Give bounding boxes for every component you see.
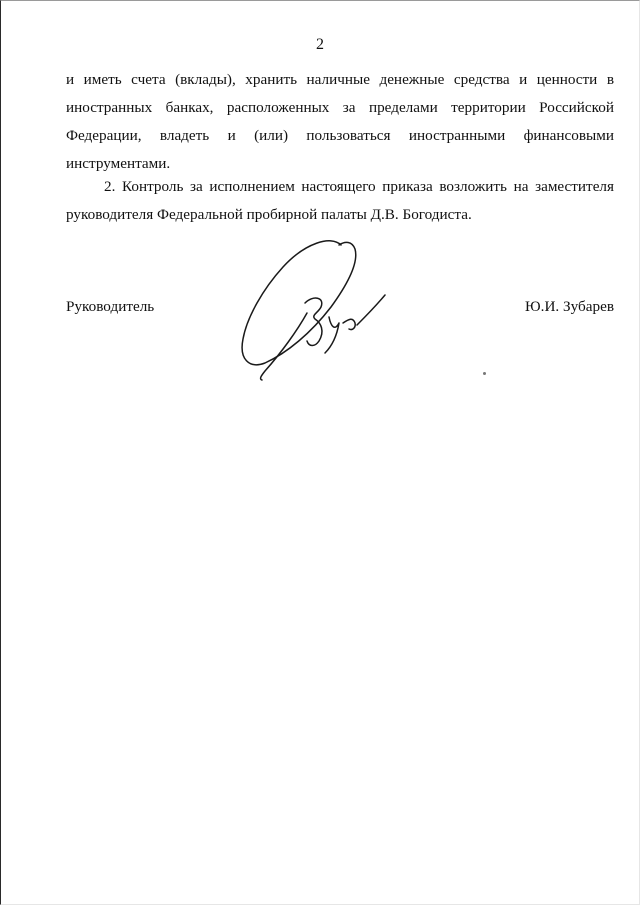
paragraph-control-clause: 2. Контроль за исполнением настоящего приказа возложить на заместителя руководителя Федеральной пробирной палаты Д.В. Богодиста. xyxy=(66,178,614,223)
page-number: 2 xyxy=(316,36,324,53)
scan-speck xyxy=(483,372,486,375)
paragraph-continuation: и иметь счета (вклады), хранить наличные денежные средства и ценности в иностранных банках, расположенных за пределами территории Российской Федерации, владеть и (или) пользоваться иностранными финансовыми инструментами. xyxy=(66,71,614,172)
signer-name: Ю.И. Зубарев xyxy=(525,298,614,315)
signer-position-title: Руководитель xyxy=(66,298,155,315)
handwritten-signature xyxy=(235,237,400,383)
